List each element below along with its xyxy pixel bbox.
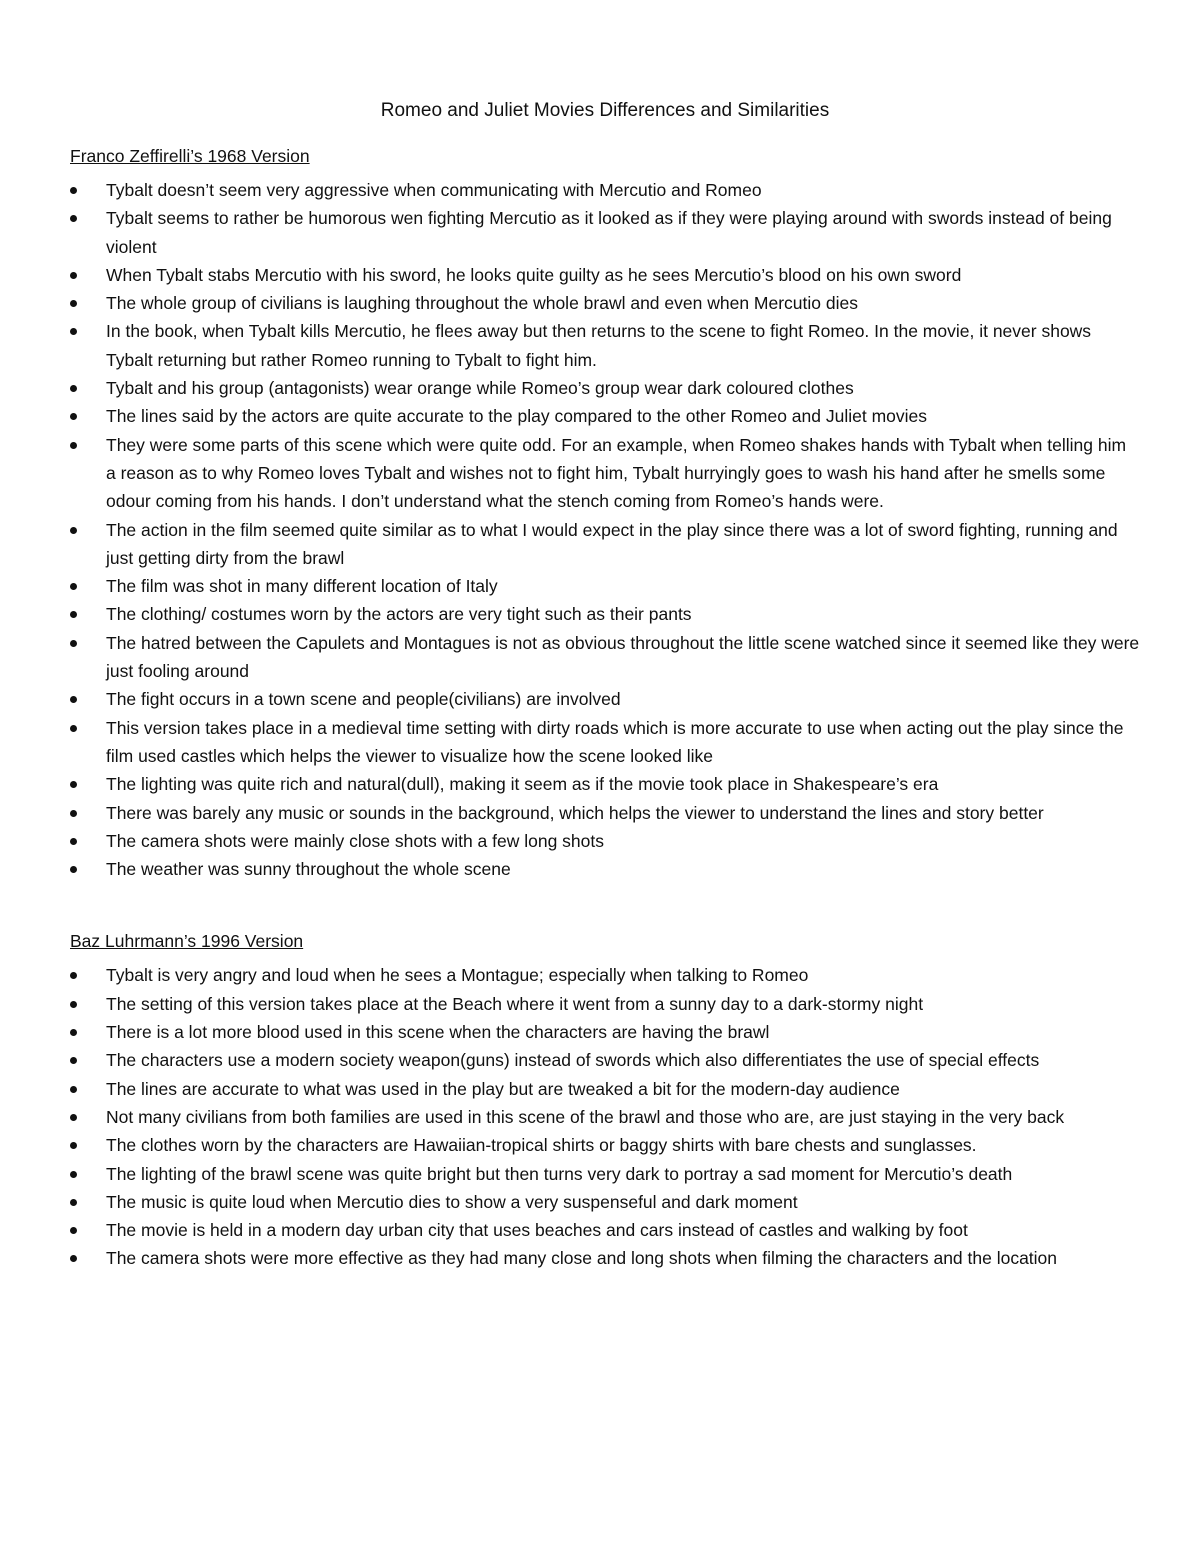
list-item-text: The fight occurs in a town scene and people(civilians) are involved	[106, 689, 621, 710]
list-item	[70, 855, 1140, 883]
list-item-text: This version takes place in a medieval time setting with dirty roads which is more accurate to use when acting out the play since the film used castles which helps the viewer to visualize how the scene looked like	[106, 717, 1124, 766]
bullet-dot-icon	[70, 781, 77, 788]
list-item-text: The movie is held in a modern day urban city that uses beaches and cars instead of castles and walking by foot	[106, 1220, 968, 1241]
bullet-dot-icon	[70, 413, 77, 420]
bullet-dot-icon	[70, 300, 77, 307]
list-item	[70, 402, 1140, 430]
list-item	[70, 600, 1140, 628]
bullet-dot-icon	[70, 1199, 77, 1206]
list-item-text: The camera shots were mainly close shots with a few long shots	[106, 830, 604, 851]
bullet-dot-icon	[70, 866, 77, 873]
list-item	[70, 261, 1140, 289]
list-item	[70, 714, 1140, 771]
list-item	[70, 289, 1140, 317]
bullet-dot-icon	[70, 1171, 77, 1178]
document-sections	[70, 144, 1140, 1273]
list-item-text: There is a lot more blood used in this scene when the characters are having the brawl	[106, 1022, 770, 1043]
list-item-text: In the book, when Tybalt kills Mercutio, he flees away but then returns to the scene to fight Romeo. In the movie, it never shows Tybalt returning but rather Romeo running to Tybalt to fight him.	[106, 321, 1092, 370]
list-item	[70, 685, 1140, 713]
list-item	[70, 1018, 1140, 1046]
bullet-list	[70, 176, 1140, 883]
list-item	[70, 317, 1140, 374]
list-item-text: Tybalt and his group (antagonists) wear orange while Romeo’s group wear dark coloured clothes	[106, 378, 854, 399]
bullet-dot-icon	[70, 187, 77, 194]
document-title: Romeo and Juliet Movies Differences and Similarities	[380, 100, 830, 121]
list-item	[70, 1131, 1140, 1159]
list-item-text: The music is quite loud when Mercutio dies to show a very suspenseful and dark moment	[106, 1191, 798, 1212]
list-item	[70, 770, 1140, 798]
bullet-dot-icon	[70, 328, 77, 335]
list-item	[70, 516, 1140, 573]
list-item	[70, 629, 1140, 686]
list-item-text: The lines said by the actors are quite accurate to the play compared to the other Romeo and Juliet movies	[106, 406, 928, 427]
list-item-text: The hatred between the Capulets and Montagues is not as obvious throughout the little scene watched since it seemed like they were just fooling around	[106, 632, 1140, 682]
list-item-text: The clothes worn by the characters are Hawaiian-tropical shirts or baggy shirts with bare chests and sunglasses.	[106, 1135, 977, 1156]
list-item-text: The lighting of the brawl scene was quite bright but then turns very dark to portray a sad moment for Mercutio’s death	[106, 1163, 1013, 1184]
list-item-text: Not many civilians from both families are used in this scene of the brawl and those who are, are just staying in the very back	[106, 1106, 1065, 1127]
list-item	[70, 1216, 1140, 1244]
bullet-dot-icon	[70, 611, 77, 618]
list-item-text: Tybalt seems to rather be humorous wen fighting Mercutio as it looked as if they were playing around with swords instead of being violent	[106, 208, 1112, 257]
list-item	[70, 827, 1140, 855]
list-item	[70, 990, 1140, 1018]
list-item-text: The action in the film seemed quite similar as to what I would expect in the play since there was a lot of sword fighting, running and just getting dirty from the brawl	[106, 519, 1118, 568]
list-item	[70, 374, 1140, 402]
section-heading: Franco Zeffirelli’s 1968 Version	[70, 146, 310, 166]
list-item-text: The setting of this version takes place at the Beach where it went from a sunny day to a dark-stormy night	[106, 993, 924, 1014]
bullet-dot-icon	[70, 583, 77, 590]
list-item-text: The whole group of civilians is laughing throughout the whole brawl and even when Mercutio dies	[106, 293, 858, 314]
list-item	[70, 204, 1140, 261]
list-item-text: The film was shot in many different location of Italy	[106, 576, 498, 597]
list-item	[70, 572, 1140, 600]
list-item	[70, 1075, 1140, 1103]
bullet-dot-icon	[70, 1057, 77, 1064]
bullet-dot-icon	[70, 1142, 77, 1149]
bullet-dot-icon	[70, 215, 77, 222]
bullet-dot-icon	[70, 1255, 77, 1262]
section-1	[70, 144, 1140, 883]
list-item-text: The characters use a modern society weapon(guns) instead of swords which also differentiates the use of special effects	[106, 1050, 1040, 1071]
list-item	[70, 799, 1140, 827]
list-item	[70, 1046, 1140, 1074]
bullet-dot-icon	[70, 272, 77, 279]
bullet-dot-icon	[70, 838, 77, 845]
list-item-text: The camera shots were more effective as they had many close and long shots when filming the characters and the location	[106, 1248, 1058, 1269]
list-item	[70, 961, 1140, 989]
bullet-dot-icon	[70, 1086, 77, 1093]
bullet-dot-icon	[70, 385, 77, 392]
list-item-text: The weather was sunny throughout the whole scene	[106, 859, 511, 880]
bullet-dot-icon	[70, 810, 77, 817]
bullet-dot-icon	[70, 1029, 77, 1036]
list-item-text: When Tybalt stabs Mercutio with his sword, he looks quite guilty as he sees Mercutio’s blood on his own sword	[106, 264, 962, 285]
bullet-dot-icon	[70, 1001, 77, 1008]
bullet-dot-icon	[70, 972, 77, 979]
list-item-text: Tybalt is very angry and loud when he sees a Montague; especially when talking to Romeo	[106, 965, 809, 986]
list-item	[70, 1188, 1140, 1216]
list-item-text: The clothing/ costumes worn by the actors are very tight such as their pants	[106, 604, 692, 625]
bullet-dot-icon	[70, 527, 77, 534]
list-item	[70, 1160, 1140, 1188]
list-item-text: They were some parts of this scene which were quite odd. For an example, when Romeo shakes hands with Tybalt when telling him a reason as to why Romeo loves Tybalt and wishes not to fight him, Tybalt hurryingly goes to wash his hand after he smells some odour coming from his hands. I don’t understand what the stench coming from Romeo’s hands were.	[106, 434, 1127, 512]
list-item-text: The lighting was quite rich and natural(dull), making it seem as if the movie took place in Shakespeare’s era	[106, 774, 939, 795]
bullet-dot-icon	[70, 442, 77, 449]
list-item-text: Tybalt doesn’t seem very aggressive when communicating with Mercutio and Romeo	[106, 180, 762, 200]
list-item	[70, 176, 1140, 204]
bullet-dot-icon	[70, 1114, 77, 1121]
bullet-dot-icon	[70, 1227, 77, 1234]
section-heading: Baz Luhrmann’s 1996 Version	[70, 931, 304, 952]
bullet-list	[70, 961, 1140, 1272]
bullet-dot-icon	[70, 696, 77, 703]
list-item-text: There was barely any music or sounds in the background, which helps the viewer to understand the lines and story better	[106, 802, 1044, 823]
bullet-dot-icon	[70, 640, 77, 647]
bullet-dot-icon	[70, 725, 77, 732]
list-item	[70, 1244, 1140, 1272]
list-item	[70, 431, 1140, 516]
section-2	[70, 929, 1140, 1272]
list-item-text: The lines are accurate to what was used in the play but are tweaked a bit for the modern-day audience	[106, 1078, 900, 1099]
list-item	[70, 1103, 1140, 1131]
section-spacer	[70, 883, 1140, 929]
